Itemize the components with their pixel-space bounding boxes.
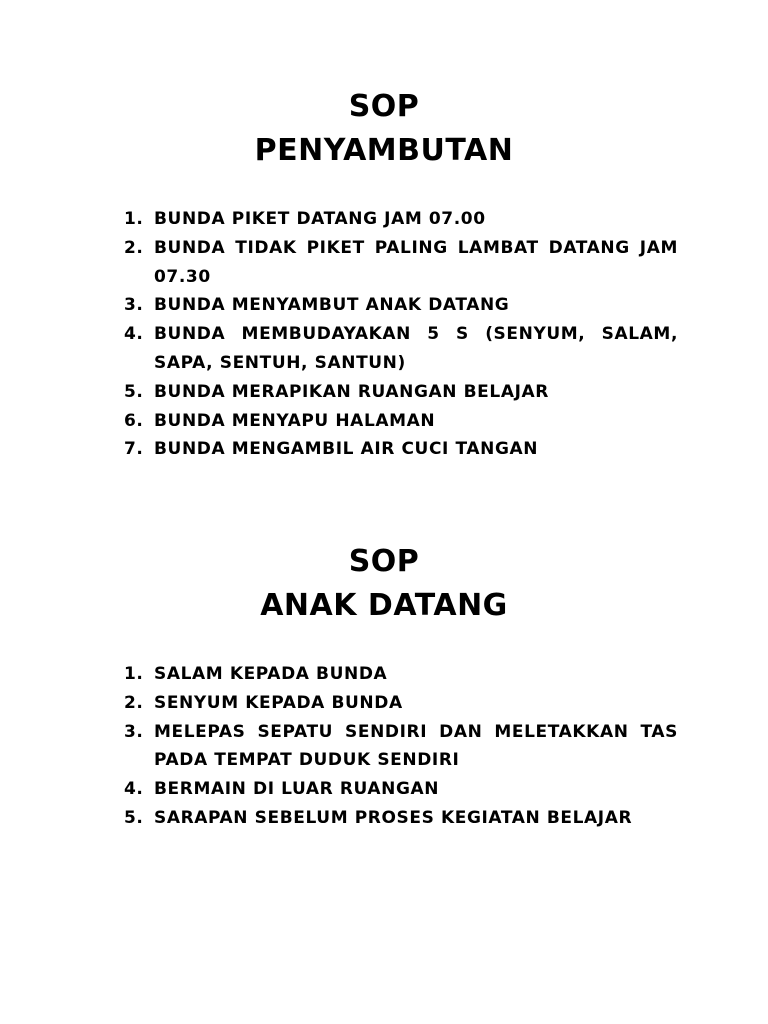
list-item [124, 378, 678, 407]
section-title-line1: SOP [348, 544, 420, 579]
item-number: 2. [124, 237, 144, 258]
item-text: MELEPAS SEPATU SENDIRI DAN MELETAKKAN TAS PADA TEMPAT DUDUK SENDIRI [154, 721, 678, 771]
item-text: BUNDA PIKET DATANG JAM 07.00 [154, 209, 486, 229]
sop-penyambutan-list [124, 205, 678, 464]
item-text: BERMAIN DI LUAR RUANGAN [154, 779, 440, 800]
item-number: 2. [124, 692, 144, 713]
item-text: BUNDA MENYAPU HALAMAN [154, 410, 436, 431]
section-title-line1: SOP [348, 89, 420, 124]
item-text: BUNDA MENGAMBIL AIR CUCI TANGAN [154, 439, 539, 460]
section-title-line2: PENYAMBUTAN [254, 133, 514, 168]
sop-penyambutan-header [0, 85, 768, 173]
item-number: 6. [124, 410, 144, 431]
item-number: 4. [124, 779, 144, 800]
item-number: 3. [124, 295, 144, 316]
section-title-line2: ANAK DATANG [260, 588, 508, 623]
item-number: 5. [124, 807, 144, 828]
list-item [124, 407, 678, 436]
list-item [124, 320, 678, 378]
item-text: SALAM KEPADA BUNDA [154, 664, 388, 684]
item-number: 7. [124, 439, 144, 460]
list-item [124, 234, 678, 292]
list-item [124, 205, 678, 234]
item-text: SARAPAN SEBELUM PROSES KEGIATAN BELAJAR [154, 807, 633, 828]
item-text: SENYUM KEPADA BUNDA [154, 692, 403, 713]
sop-anak-datang-list [124, 660, 678, 833]
sop-anak-datang-header [0, 540, 768, 628]
list-item [124, 689, 678, 718]
list-item [124, 291, 678, 320]
item-number: 1. [124, 209, 144, 229]
item-number: 4. [124, 324, 144, 345]
list-item [124, 660, 678, 689]
item-text: BUNDA MERAPIKAN RUANGAN BELAJAR [154, 381, 549, 402]
item-text: BUNDA TIDAK PIKET PALING LAMBAT DATANG JAM 07.30 [154, 237, 678, 287]
item-number: 3. [124, 721, 144, 742]
item-text: BUNDA MENYAMBUT ANAK DATANG [154, 295, 510, 316]
list-item [124, 718, 678, 776]
list-item [124, 435, 678, 464]
item-number: 1. [124, 664, 144, 684]
list-item [124, 804, 678, 833]
item-text: BUNDA MEMBUDAYAKAN 5 S (SENYUM, SALAM, SAPA, SENTUH, SANTUN) [154, 324, 678, 373]
item-number: 5. [124, 381, 144, 402]
list-item [124, 775, 678, 804]
